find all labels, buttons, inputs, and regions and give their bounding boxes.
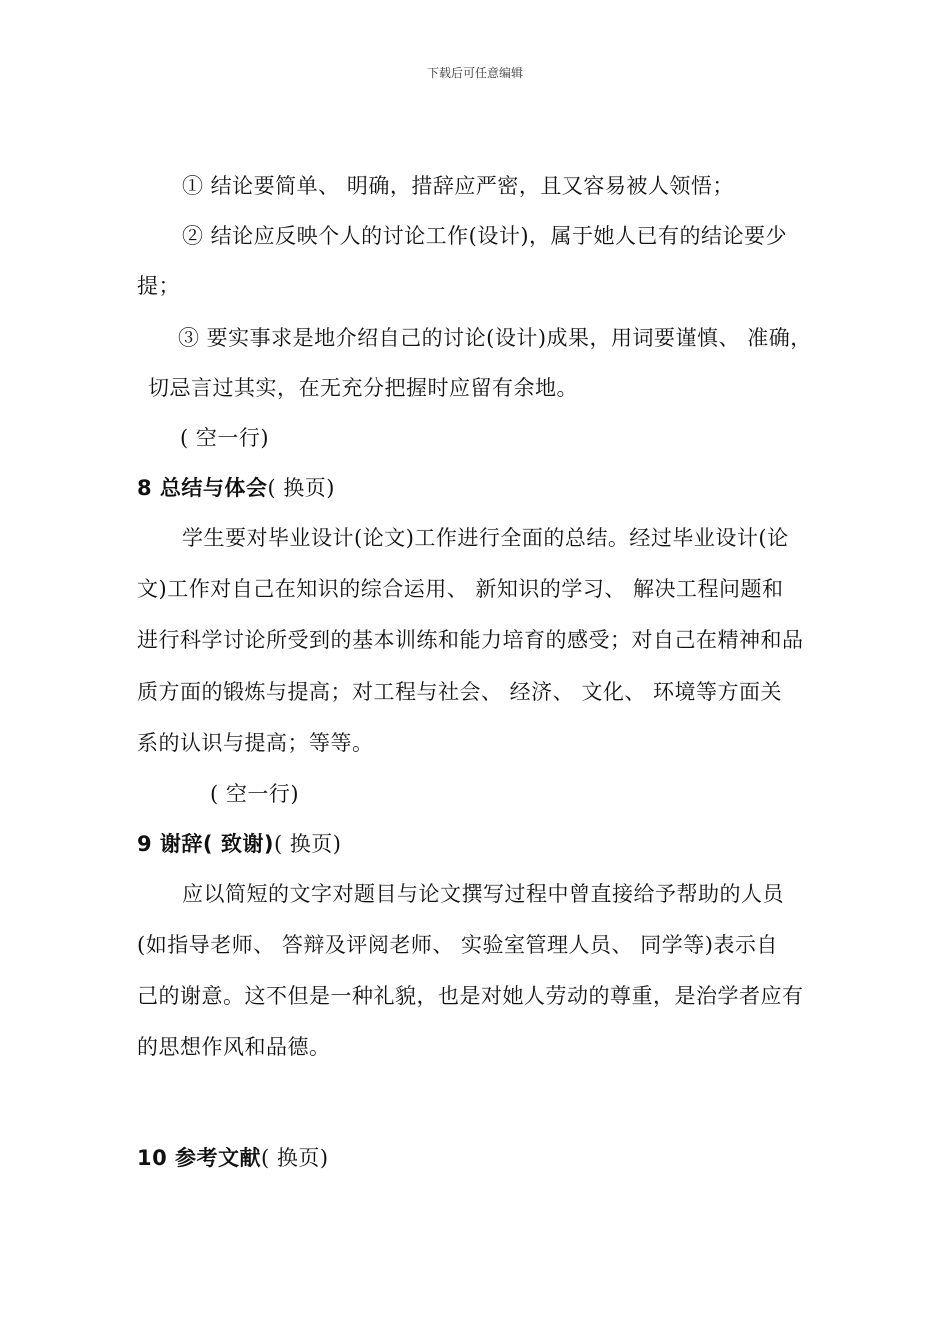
- conclusion-item-2-line-1: ② 结论应反映个人的讨论工作(设计)，属于她人已有的结论要少: [182, 224, 788, 248]
- section-9-heading: [137, 830, 342, 858]
- section-8-line-5: 系的认识与提高；等等。: [137, 731, 374, 755]
- section-8-page-break-note: ( 换页): [267, 476, 335, 500]
- blank-line-note-2: ( 空一行): [210, 782, 300, 806]
- section-9-page-break-note: ( 换页): [273, 832, 342, 856]
- section-10-title: 10 参考文献: [137, 1146, 262, 1170]
- section-10-page-break-note: ( 换页): [261, 1146, 329, 1170]
- section-9-title: 9 谢辞( 致谢): [137, 832, 274, 856]
- section-8-line-3: 进行科学讨论所受到的基本训练和能力培育的感受；对自己在精神和品: [137, 628, 804, 652]
- section-9-line-4: 的思想作风和品德。: [137, 1035, 331, 1059]
- section-8-heading: [137, 474, 335, 502]
- page-header-note: 下载后可任意编辑: [426, 66, 523, 80]
- blank-line-note-1: ( 空一行): [180, 426, 270, 450]
- section-9-line-2: (如指导老师、 答辩及评阅老师、 实验室管理人员、 同学等)表示自: [137, 933, 778, 957]
- conclusion-item-2-line-2: 提；: [137, 274, 180, 298]
- conclusion-item-3-line-1: ③ 要实事求是地介绍自己的讨论(设计)成果，用词要谨慎、 准确，: [178, 326, 812, 350]
- section-8-title: 8 总结与体会: [137, 476, 268, 500]
- section-8-line-1: 学生要对毕业设计(论文)工作进行全面的总结。经过毕业设计(论: [182, 526, 789, 550]
- section-10-heading: [137, 1144, 329, 1172]
- conclusion-item-3-line-2: 切忌言过其实，在无充分把握时应留有余地。: [148, 376, 578, 400]
- section-8-line-4: 质方面的锻炼与提高；对工程与社会、 经济、 文化、 环境等方面关: [137, 680, 783, 704]
- section-9-line-1: 应以简短的文字对题目与论文撰写过程中曾直接给予帮助的人员: [182, 882, 784, 906]
- section-9-line-3: 己的谢意。这不但是一种礼貌，也是对她人劳动的尊重，是治学者应有: [137, 984, 804, 1008]
- conclusion-item-1: ① 结论要简单、 明确，措辞应严密，且又容易被人领悟；: [182, 174, 734, 198]
- section-8-line-2: 文)工作对自己在知识的综合运用、 新知识的学习、 解决工程问题和: [137, 577, 784, 601]
